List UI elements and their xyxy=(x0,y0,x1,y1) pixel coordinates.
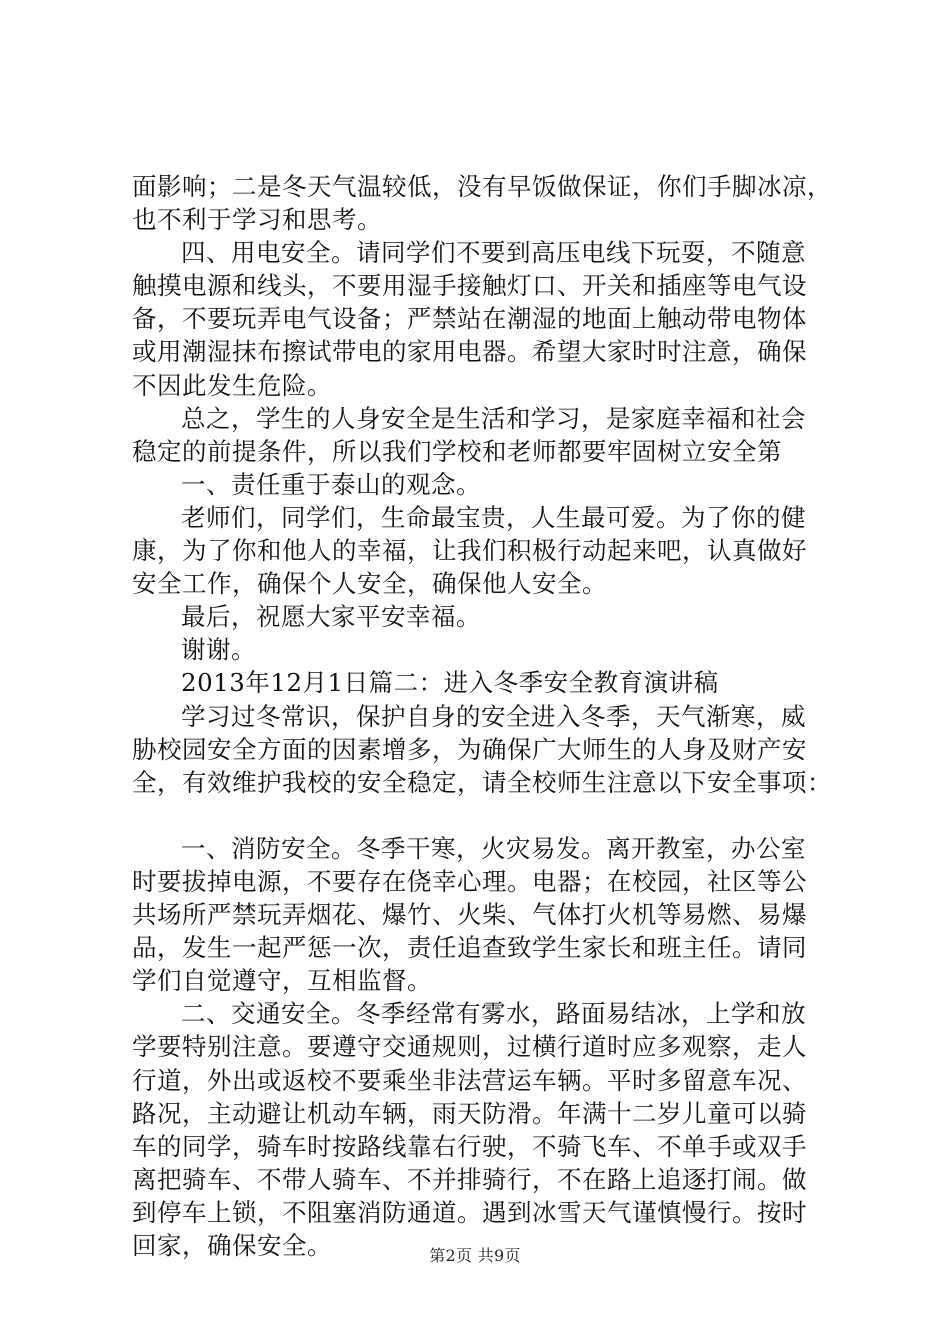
paragraph-start: 最后，祝愿大家平安幸福。 xyxy=(181,602,481,632)
text-line: 不因此发生危险。 xyxy=(132,370,332,400)
blank-line xyxy=(132,799,822,832)
paragraph-start: 四、用电安全。请同学们不要到高压电线下玩耍，不随意 xyxy=(181,238,806,268)
text-line: 触摸电源和线头，不要用湿手接触灯口、开关和插座等电气设 xyxy=(132,271,807,301)
text-line: 离把骑车、不带人骑车、不并排骑行，不在路上追逐打闹。做 xyxy=(132,1164,807,1194)
paragraph-start: 老师们，同学们，生命最宝贵，人生最可爱。为了你的健 xyxy=(181,502,806,532)
text-line: 到停车上锁，不阻塞消防通道。遇到冰雪天气谨慎慢行。按时 xyxy=(132,1197,807,1227)
text-line: 面影响；二是冬天气温较低，没有早饭做保证，你们手脚冰凉， xyxy=(132,172,832,201)
text-line: 行道，外出或返校不要乘坐非法营运车辆。平时多留意车况、 xyxy=(132,1065,807,1095)
paragraph-start: 学习过冬常识，保护自身的安全进入冬季，天气渐寒，威 xyxy=(181,701,806,731)
text-line: 安全工作，确保个人安全，确保他人安全。 xyxy=(132,569,607,599)
text-line: 共场所严禁玩弄烟花、爆竹、火柴、气体打火机等易燃、易爆 xyxy=(132,900,807,930)
text-line: 胁校园安全方面的因素增多，为确保广大师生的人身及财产安 xyxy=(132,734,807,764)
text-line: 时要拔掉电源，不要存在侥幸心理。电器；在校园，社区等公 xyxy=(132,866,807,896)
text-line: 全，有效维护我校的安全稳定，请全校师生注意以下安全事项： xyxy=(132,767,832,797)
document-body xyxy=(132,170,832,1262)
paragraph-start: 谢谢。 xyxy=(181,635,256,665)
text-line: 备，不要玩弄电气设备；严禁站在潮湿的地面上触动带电物体 xyxy=(132,304,807,334)
text-line: 稳定的前提条件，所以我们学校和老师都要牢固树立安全第 xyxy=(132,436,782,466)
text-line: 车的同学，骑车时按路线靠右行驶，不骑飞车、不单手或双手 xyxy=(132,1131,807,1161)
paragraph-start: 总之，学生的人身安全是生活和学习，是家庭幸福和社会 xyxy=(181,403,806,433)
text-line: 也不利于学习和思考。 xyxy=(132,205,382,235)
text-line: 康，为了你和他人的幸福，让我们积极行动起来吧，认真做好 xyxy=(132,536,807,566)
text-line: 回家，确保安全。 xyxy=(132,1231,332,1260)
paragraph-start: 一、消防安全。冬季干寒，火灾易发。离开教室，办公室 xyxy=(181,833,806,863)
page-footer: 第2页 共9页 xyxy=(429,1246,521,1265)
text-line: 学要特别注意。要遵守交通规则，过横行道时应多观察，走人 xyxy=(132,1032,807,1062)
text-line: 学们自觉遵守，互相监督。 xyxy=(132,966,432,996)
text-line: 路况，主动避让机动车辆，雨天防滑。年满十二岁儿童可以骑 xyxy=(132,1098,807,1128)
text-line: 品，发生一起严惩一次，责任追查致学生家长和班主任。请同 xyxy=(132,933,807,963)
paragraph-start: 一、责任重于泰山的观念。 xyxy=(181,469,481,499)
section-heading: 2013年12月1日篇二：进入冬季安全教育演讲稿 xyxy=(181,668,719,698)
paragraph-start: 二、交通安全。冬季经常有雾水，路面易结冰，上学和放 xyxy=(181,999,806,1029)
text-line: 或用潮湿抹布擦试带电的家用电器。希望大家时时注意，确保 xyxy=(132,337,807,367)
